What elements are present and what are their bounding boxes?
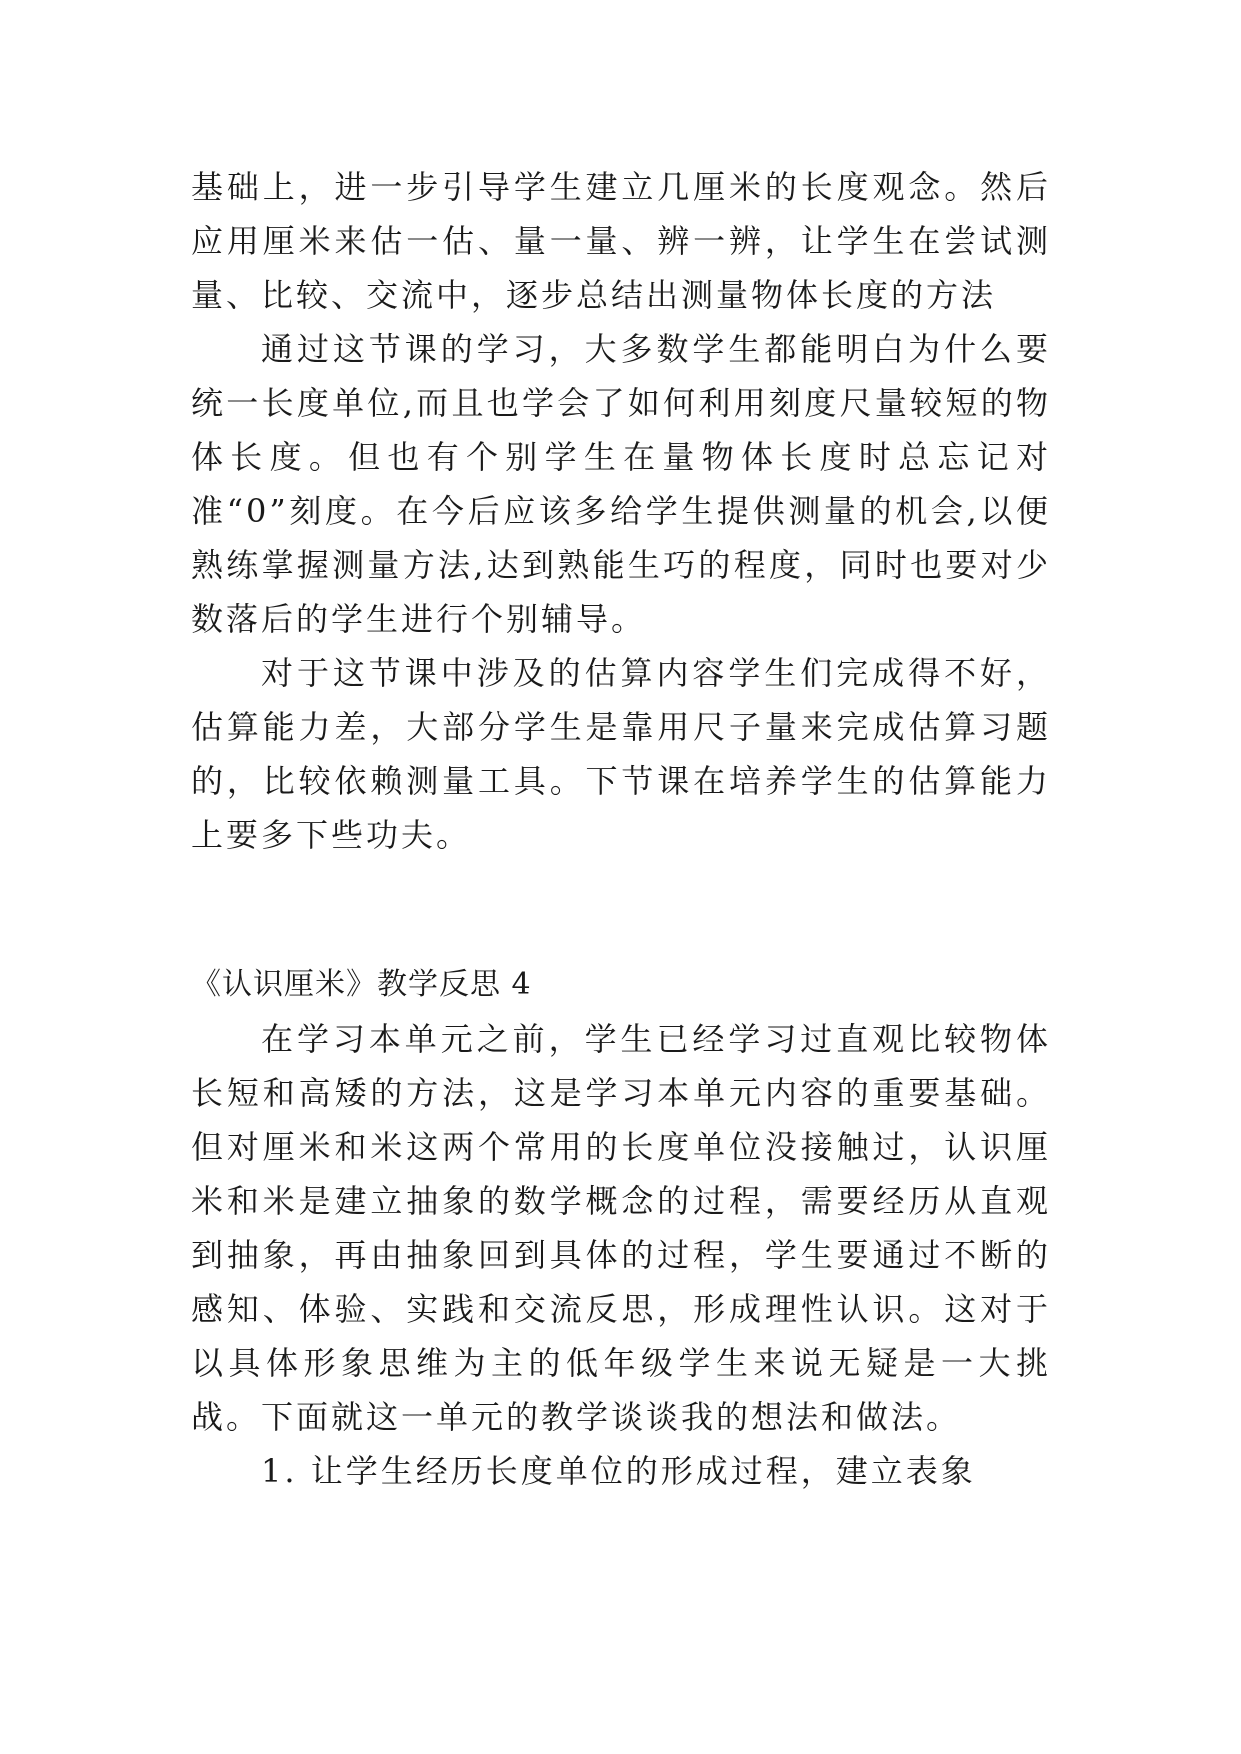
paragraph-continued: 基础上，进一步引导学生建立几厘米的长度观念。然后应用厘米来估一估、量一量、辨一辨，让学生在尝试测量、比较、交流中，逐步总结出测量物体长度的方法 <box>191 168 1051 314</box>
paragraph-lesson-summary: 通过这节课的学习，大多数学生都能明白为什么要统一长度单位,而且也学会了如何利用刻度尺量较短的物体长度。但也有个别学生在量物体长度时总忘记对准“0”刻度。在今后应该多给学生提供测量的机会,以便熟练掌握测量方法,达到熟能生巧的程度，同时也要对少数落后的学生进行个别辅导。 <box>191 330 1051 638</box>
paragraph-estimation: 对于这节课中涉及的估算内容学生们完成得不好，估算能力差，大部分学生是靠用尺子量来完成估算习题的，比较依赖测量工具。下节课在培养学生的估算能力上要多下些功夫。 <box>191 654 1051 854</box>
paragraph-point-1: 1. 让学生经历长度单位的形成过程，建立表象 <box>261 1452 976 1490</box>
section-title: 《认识厘米》教学反思 4 <box>191 967 532 1002</box>
section-spacer <box>191 862 1051 958</box>
paragraph-unit-intro: 在学习本单元之前，学生已经学习过直观比较物体长短和高矮的方法，这是学习本单元内容的重要基础。但对厘米和米这两个常用的长度单位没接触过，认识厘米和米是建立抽象的数学概念的过程，需要经历从直观到抽象，再由抽象回到具体的过程，学生要通过不断的感知、体验、实践和交流反思，形成理性认识。这对于以具体形象思维为主的低年级学生来说无疑是一大挑战。下面就这一单元的教学谈谈我的想法和做法。 <box>191 1020 1051 1436</box>
document-page <box>191 160 1051 1498</box>
